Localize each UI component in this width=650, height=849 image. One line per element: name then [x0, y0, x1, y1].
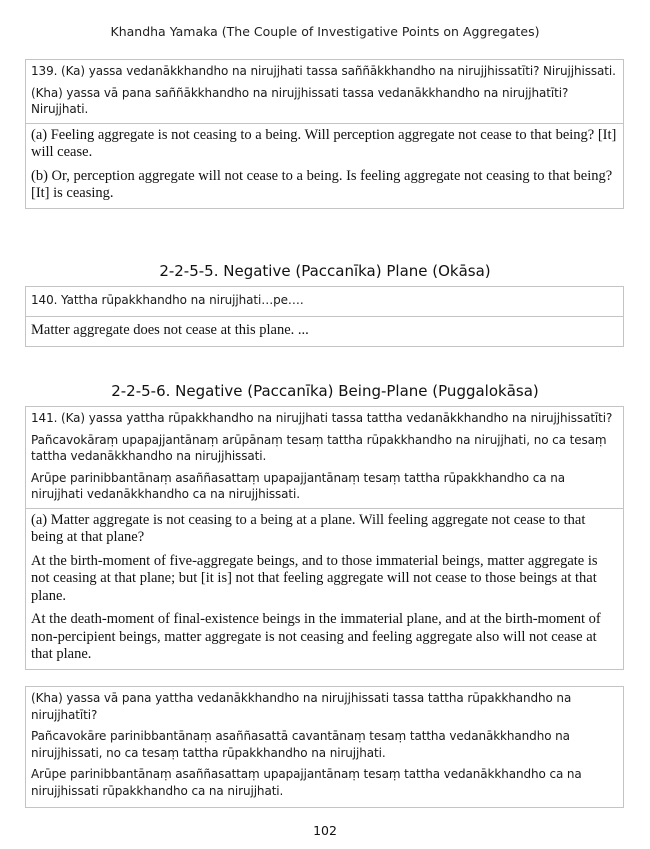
- section-heading-2-2-5-5: 2-2-5-5. Negative (Paccanīka) Plane (Okāsa): [159, 262, 491, 280]
- pali-cell: [26, 287, 623, 316]
- pali-cell: [26, 407, 623, 508]
- verse-141-ka-table: [25, 406, 624, 670]
- english-cell: [26, 123, 623, 208]
- english-paragraph: (a) Feeling aggregate is not ceasing to a being. Will perception aggregate not cease to that being? [It] will cease.: [31, 126, 617, 160]
- verse-141-kha-table: [25, 686, 624, 808]
- english-paragraph: At the death-moment of final-existence beings in the immaterial plane, and at the birth-moment of non-percipient beings, matter aggregate is not ceasing and feeling aggregate also will not cease at that plane.: [31, 611, 601, 662]
- running-header: Khandha Yamaka (The Couple of Investigative Points on Aggregates): [110, 24, 540, 39]
- pali-paragraph: (Kha) yassa vā pana saññākkhandho na nirujjhissati tassa vedanākkhandho na nirujjhatīti? Nirujjhati.: [31, 85, 569, 116]
- pali-paragraph: Pañcavokāre parinibbantānaṃ asaññasattā cavantānaṃ tesaṃ tattha vedanākkhandho na nirujjhissati, no ca tesaṃ tattha rūpakkhandho na nirujjhati.: [31, 729, 570, 760]
- pali-paragraph: (Kha) yassa vā pana yattha vedanākkhandho na nirujjhissati tassa tattha rūpakkhandho na nirujjhatīti?: [31, 691, 572, 722]
- pali-paragraph: Pañcavokāraṃ upapajjantānaṃ arūpānaṃ tesaṃ tattha rūpakkhandho na nirujjhati, no ca tesaṃ tattha vedanākkhandho na nirujjhissati.: [31, 432, 607, 463]
- english-paragraph: (b) Or, perception aggregate will not cease to a being. Is feeling aggregate not ceasing to that being? [It] is ceasing.: [31, 167, 613, 201]
- verse-140-table: [25, 286, 624, 347]
- pali-paragraph: 141. (Ka) yassa yattha rūpakkhandho na nirujjhati tassa tattha vedanākkhandho na nirujjhissatīti?: [31, 411, 613, 425]
- english-cell: [26, 316, 623, 347]
- pali-cell: [26, 60, 623, 123]
- pali-cell: [26, 687, 623, 807]
- verse-139-table: [25, 59, 624, 209]
- page-number: 102: [313, 823, 337, 838]
- pali-paragraph: Arūpe parinibbantānaṃ asaññasattaṃ upapajjantānaṃ tesaṃ tattha vedanākkhandho ca na nirujjhissati rūpakkhandho ca na nirujjhati.: [31, 767, 582, 798]
- english-paragraph: Matter aggregate does not cease at this plane. ...: [31, 321, 309, 338]
- english-paragraph: (a) Matter aggregate is not ceasing to a being at a plane. Will feeling aggregate not cease to that being at that plane?: [31, 511, 586, 545]
- pali-paragraph: 140. Yattha rūpakkhandho na nirujjhati…pe….: [31, 293, 304, 307]
- section-heading-2-2-5-6: 2-2-5-6. Negative (Paccanīka) Being-Plane (Puggalokāsa): [111, 382, 539, 400]
- english-cell: [26, 508, 623, 669]
- pali-paragraph: 139. (Ka) yassa vedanākkhandho na nirujjhati tassa saññākkhandho na nirujjhissatīti? Nirujjhissati.: [31, 64, 616, 78]
- english-paragraph: At the birth-moment of five-aggregate beings, and to those immaterial beings, matter aggregate is not ceasing at that plane; but [it is] not that feeling aggregate will not cease to those beings at that plane.: [31, 552, 598, 604]
- pali-paragraph: Arūpe parinibbantānaṃ asaññasattaṃ upapajjantānaṃ tesaṃ tattha rūpakkhandho ca na nirujjhati vedanākkhandho ca na nirujjhissati.: [31, 470, 565, 501]
